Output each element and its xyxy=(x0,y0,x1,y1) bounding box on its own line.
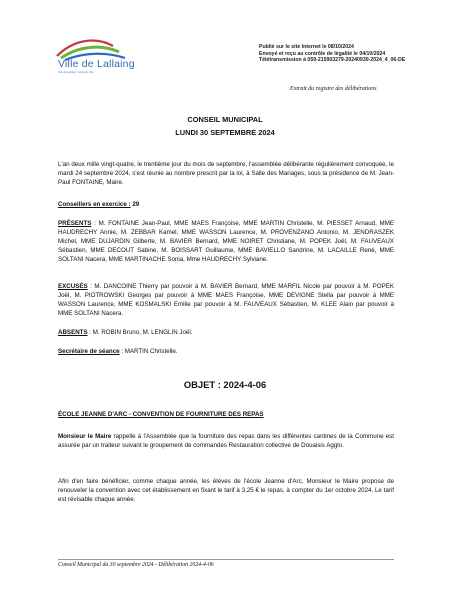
page-footer: Conseil Municipal du 30 septembre 2024 - Délibération 2024-4-06 xyxy=(58,562,214,568)
footer-divider xyxy=(58,559,394,560)
absents-paragraph xyxy=(58,328,394,337)
secretaire-label: Secrétaire de séance xyxy=(58,348,120,355)
stamp-line-transmission: Télétransmission à 059-215903279-20240930-2024_4_06-DE xyxy=(259,57,406,64)
conseillers-label: Conseillers en exercice : xyxy=(58,201,131,208)
absents-list: : M. ROBIN Bruno, M. LENGLIN Joël. xyxy=(87,329,193,336)
legal-stamp xyxy=(259,44,405,64)
absents-label: ABSENTS xyxy=(58,329,88,336)
intro-paragraph: L'an deux mille vingt-quatre, le trentième jour du mois de septembre, l'assemblée délibérante régulièrement convoquée, le mardi 24 septembre 2024, s'est réunie au nombre prescrit par la loi, à Salle des Mariages, sous la présidence de M. Jean-Paul FONTAINE, Maire. xyxy=(58,161,394,187)
presents-list: : M. FONTAINE Jean-Paul, MME MAES Françoise, MME MARTIN Christelle, M. PIESSET Arnaud, MME HAUDRECHY Annie, M. ZEBBAR Kamel, MME WASSON Laurence, M. PROVENZANO Antonio, M. JENDRASZEK Michel, MME DUJARDIN Gilberte, M. BAVIER Bernard, MME NOIRET Christiane, M. POPEK Joël, M. FAUVEAUX Sébastien, MME DECOUT Sabine, M. BOISSART Guillaume, MME BAVIELLO Sandrine, M. LACAILLE René, MME SOLTANI Nacera, MME MARTINACHE Sonia, Mme HAUDRECHY Sylviane. xyxy=(58,220,394,264)
maire-paragraph xyxy=(58,432,394,450)
secretaire-name: : MARTIN Christelle. xyxy=(119,348,178,355)
secretaire-paragraph xyxy=(58,347,394,356)
logo-tagline: Ville de Lallaing - Hôtel de ville xyxy=(58,71,94,74)
register-extract-note: Extrait du registre des délibérations xyxy=(290,86,377,92)
presents-label: PRÉSENTS xyxy=(58,220,92,227)
excuses-label: EXCUSÉS xyxy=(58,283,88,290)
proposal-paragraph: Afin d'en faire bénéficier, comme chaque année, les élèves de l'école Jeanne d'Arc, Monsieur le Maire propose de renouveler la convention avec cet établissement en fixant le tarif à 3,25 € le repas, à compter du 1er octobre 2024. Le tarif est révisable chaque année. xyxy=(58,478,394,504)
excuses-paragraph xyxy=(58,282,394,318)
stamp-line-received: Envoyé et reçu au contrôle de légalité le 04/10/2024 xyxy=(259,50,386,57)
conseillers-count: 29 xyxy=(132,201,140,208)
document-title: CONSEIL MUNICIPAL xyxy=(187,115,263,124)
logo-text: Ville de Lallaing xyxy=(58,58,135,70)
maire-text: rappelle à l'Assemblée que la fourniture des repas dans les différentes cantines de la Commune est assurée par un traiteur suivant le groupement de commandes Restauration collective de Douaisis Agglo. xyxy=(58,433,394,450)
meeting-date: LUNDI 30 SEPTEMBRE 2024 xyxy=(175,128,275,137)
maire-lead: Monsieur le Maire xyxy=(58,433,112,440)
subject-heading: ÉCOLE JEANNE D'ARC - CONVENTION DE FOURNITURE DES REPAS xyxy=(58,411,264,418)
excuses-list: : M. DANCOINE Thierry par pouvoir à M. BAVIER Bernard, MME MARFIL Nicole par pouvoir à M. POPEK Joël, M. PIOTROWSKI Georges par pouvoir à MME MAES Françoise, MME DEVIGNE Stella par pouvoir à MME WASSON Laurence, MME KOSMALSKI Emilie par pouvoir à M. FAUVEAUX Sébastien, M. KLEE Alain par pouvoir à MME SOLTANI Nacera. xyxy=(58,283,394,318)
stamp-line-published: Publié sur le site Internet le 08/10/2024 xyxy=(259,44,354,50)
objet-heading: OBJET : 2024-4-06 xyxy=(183,379,267,390)
conseillers-line xyxy=(58,200,394,209)
presents-paragraph xyxy=(58,219,394,264)
